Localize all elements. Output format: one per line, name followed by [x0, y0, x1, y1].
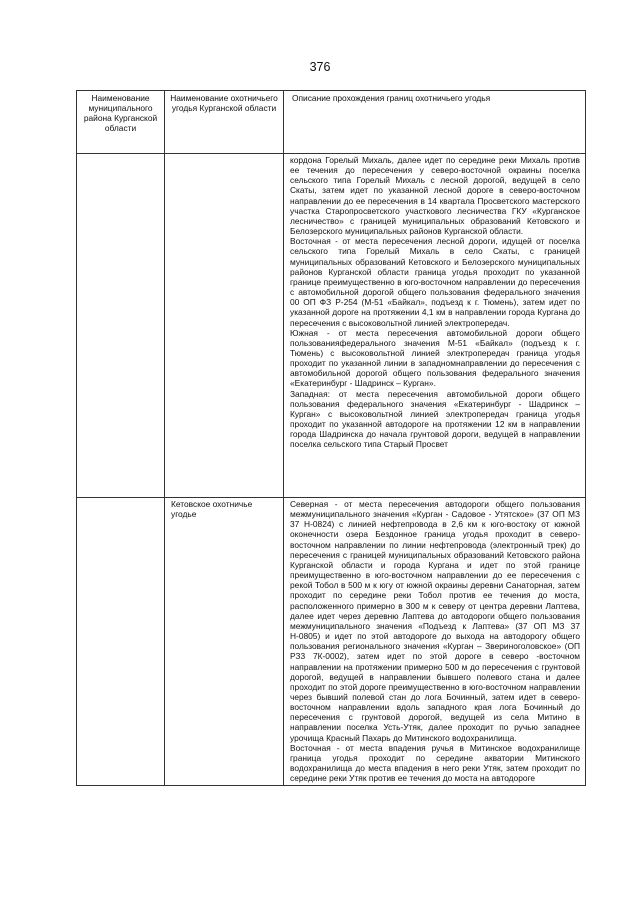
district-cell	[77, 154, 165, 498]
boundary-north: Северная - от места пересечения автодороги общего пользования межмуниципального значения «Курган - Садовое - Утятское» (37 ОП МЗ 37 Н-0824) с линией нефтепровода в 2,6 км к юго-востоку от южной оконечности озера Бездонное граница угодья проходит в северо-восточном направлении по линии нефтепровода (электронный трек) до пересечения с границей муниципальных образований Кетовского района Курганской области и города Кургана и идет по этой границе преимущественно в юго-восточном направлении до ее пересечения с рекой Тобол в 500 м к югу от южной окраины деревни Санаторная, затем проходит по середине реки Тобол против ее течения до моста, расположенного примерно в 300 м к северу от центра деревни Лаптева, далее идет через деревню Лаптева до автодороги общего пользования межмуниципального значения «Подъезд к Лаптева» (37 ОП МЗ 37 Н-0805) и идет по этой автодороге до выхода на автодорогу общего пользования регионального значения «Курган – Звериноголовское» (ОП РЗ3 7К-0002), затем идет по этой дороге в северо -восточном направлении на протяжении примерно 500 м до пересечения с грунтовой дорогой, ведущей в направлении бывшего полевого стана и далее проходит по этой дороге преимущественно в юго-восточном направлении через бывший полевой стан до лога Бочинный, затем идет в северо-восточном направлении вдоль западного края лога Бочинный до пересечения с грунтовой дорогой, ведущей из села Митино в направлении поселка Усть-Утяк, далее проходит по ручью западнее урочища Красный Пахарь до Митинского водохранилища.	[290, 499, 580, 743]
boundary-east: Восточная - от места впадения ручья в Митинское водохранилище граница угодья проходит по середине акватории Митинского водохранилища до места впадения в него реки Утяк, затем проходит по середине реки Утяк против ее течения до моста на автодороге	[290, 742, 580, 784]
boundary-description-cell	[284, 154, 586, 498]
hunting-grounds-table	[76, 90, 586, 786]
boundary-paragraph: кордона Горелый Михаль, далее идет по середине реки Михаль против ее течения до пересечения у северо-восточной окраины поселка сельского типа Горелый Михаль с лесной дорогой, ведущей в село Скаты, затем идет по указанной лесной дороге в северо-восточном направлении до ее пересечения в 14 квартала Просветского мастерского участка Старопросветского участкового лесничества ГКУ «Курганское лесничество» с границей муниципальных образований Кетовского и Белозерского муниципальных районов Курганской области.	[290, 155, 580, 237]
hunting-area-cell	[165, 154, 284, 498]
boundary-east: Восточная - от места пересечения лесной дороги, идущей от поселка сельского типа Горелый Михаль в село Скаты, с границей муниципальных образований Кетовского и Белозерского муниципальных районов Курганской области граница угодья проходит по указанной границе преимущественно в юго-восточном направлении до пересечения с автомобильной дорогой общего пользования федерального значения 00 ОП ФЗ Р-254 (М-51 «Байкал», подъезд к г. Тюмень), затем идет по указанной дороге на протяжении 4,1 км в направлении города Кургана до пересечения с высоковольтной линией электропередач.	[290, 236, 580, 328]
header-hunting-area: Наименование охотничьего угодья Курганской области	[165, 91, 284, 154]
hunting-area-name: Кетовское охотничье угодье	[165, 498, 284, 786]
header-boundary-description: Описание прохождения границ охотничьего угодья	[284, 91, 586, 154]
table-row	[77, 498, 586, 786]
district-cell	[77, 498, 165, 786]
boundary-west: Западная: от места пересечения автомобильной дороги общего пользования федерального значения «Екатеринбург - Шадринск – Курган» с высоковольтной линией электропередач граница угодья проходит по указанной автодороге на протяжении 12 км в направлении города Шадринска до начала грунтовой дороги, ведущей в направлении поселка сельского типа Старый Просвет	[290, 388, 580, 450]
table-header-row	[77, 91, 586, 154]
boundary-south: Южная - от места пересечения автомобильной дороги общего пользованияфедерального значения М-51 «Байкал» (подъезд к г. Тюмень) с высоковольтной линией электропередач граница угодья проходит по указанной линии в западномнаправлении до пересечения с автомобильной дорогой общего пользования федерального значения «Екатеринбург - Шадринск – Курган».	[290, 327, 580, 389]
table-row	[77, 154, 586, 498]
boundary-description-cell	[284, 498, 586, 786]
header-district: Наименование муниципального района Курганской области	[77, 91, 165, 154]
page-number: 376	[309, 60, 331, 74]
